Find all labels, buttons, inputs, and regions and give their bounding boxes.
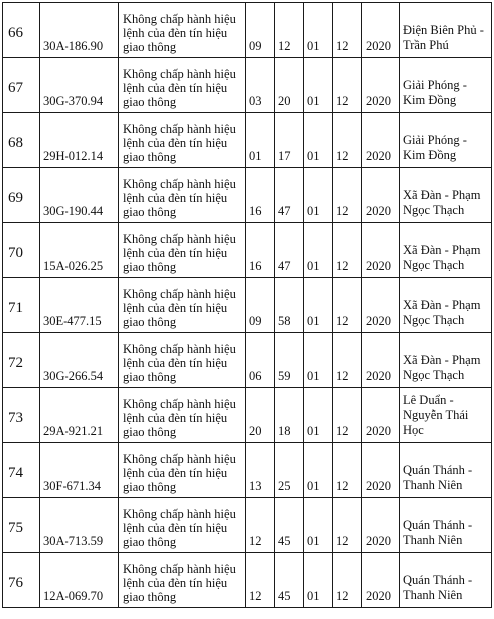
license-plate-cell [40,3,119,58]
location: Xã Đàn - Phạm Ngọc Thạch [403,298,481,327]
license-plate-cell [40,388,119,443]
date-month-cell [333,168,362,223]
row-number-cell [3,498,40,553]
location: Giải Phóng - Kim Đồng [403,133,467,162]
date-day-cell [304,58,333,113]
license-plate: 15A-026.25 [43,259,104,273]
time-minute-cell [275,223,304,278]
date-day-cell [304,333,333,388]
table-row [3,3,492,58]
time-hour: 13 [249,479,262,493]
date-day-cell [304,168,333,223]
location-cell [400,498,492,553]
violation-description-cell [119,3,246,58]
violation-description: Không chấp hành hiệu lệnh của đèn tín hiệu giao thông [123,122,236,164]
location-cell [400,278,492,333]
date-year-cell [362,223,400,278]
date-year: 2020 [366,204,391,218]
date-year-cell [362,58,400,113]
violation-description-cell [119,388,246,443]
row-number: 67 [8,80,23,96]
license-plate-cell [40,58,119,113]
row-number: 68 [8,135,23,151]
location-cell [400,223,492,278]
date-month: 12 [336,424,349,438]
table-row [3,443,492,498]
license-plate-cell [40,333,119,388]
row-number-cell [3,223,40,278]
date-month-cell [333,113,362,168]
license-plate-cell [40,443,119,498]
time-hour: 09 [249,314,262,328]
row-number-cell [3,553,40,608]
license-plate-cell [40,498,119,553]
date-day-cell [304,223,333,278]
time-hour-cell [246,58,275,113]
violation-description: Không chấp hành hiệu lệnh của đèn tín hiệu giao thông [123,452,236,494]
violation-description: Không chấp hành hiệu lệnh của đèn tín hiệu giao thông [123,397,236,439]
date-month-cell [333,553,362,608]
license-plate-cell [40,278,119,333]
date-day: 01 [307,149,320,163]
license-plate: 30G-190.44 [43,204,104,218]
date-year-cell [362,113,400,168]
time-hour-cell [246,498,275,553]
violation-description: Không chấp hành hiệu lệnh của đèn tín hiệu giao thông [123,507,236,549]
date-year: 2020 [366,259,391,273]
date-day: 01 [307,369,320,383]
row-number: 74 [8,465,23,481]
date-year-cell [362,3,400,58]
date-year: 2020 [366,534,391,548]
time-hour: 16 [249,204,262,218]
violation-description-cell [119,58,246,113]
location-cell [400,388,492,443]
date-year: 2020 [366,369,391,383]
violation-description-cell [119,553,246,608]
date-month: 12 [336,259,349,273]
table-row [3,553,492,608]
table-row [3,388,492,443]
date-day-cell [304,278,333,333]
date-month: 12 [336,39,349,53]
date-day-cell [304,498,333,553]
row-number: 71 [8,300,23,316]
row-number-cell [3,443,40,498]
row-number: 75 [8,520,23,536]
date-month-cell [333,388,362,443]
date-year: 2020 [366,424,391,438]
time-minute-cell [275,388,304,443]
time-hour: 03 [249,94,262,108]
time-hour-cell [246,168,275,223]
date-year-cell [362,388,400,443]
time-hour: 16 [249,259,262,273]
date-day: 01 [307,204,320,218]
date-day: 01 [307,94,320,108]
row-number-cell [3,388,40,443]
time-minute: 58 [278,314,291,328]
time-minute-cell [275,58,304,113]
date-year: 2020 [366,39,391,53]
location-cell [400,333,492,388]
date-month: 12 [336,534,349,548]
location: Xã Đàn - Phạm Ngọc Thạch [403,188,481,217]
date-month: 12 [336,94,349,108]
location-cell [400,3,492,58]
time-minute: 45 [278,589,291,603]
time-hour-cell [246,553,275,608]
license-plate: 30E-477.15 [43,314,102,328]
row-number: 73 [8,410,23,426]
violation-description: Không chấp hành hiệu lệnh của đèn tín hiệu giao thông [123,67,236,109]
time-hour-cell [246,333,275,388]
violation-table [2,2,492,608]
date-day: 01 [307,479,320,493]
date-month: 12 [336,589,349,603]
date-month: 12 [336,204,349,218]
date-day-cell [304,113,333,168]
date-day: 01 [307,534,320,548]
date-month: 12 [336,149,349,163]
location-cell [400,113,492,168]
date-day-cell [304,3,333,58]
date-day-cell [304,553,333,608]
table-row [3,58,492,113]
date-day: 01 [307,589,320,603]
location-cell [400,443,492,498]
row-number-cell [3,3,40,58]
time-hour: 06 [249,369,262,383]
license-plate: 30F-671.34 [43,479,101,493]
location-cell [400,553,492,608]
license-plate: 30A-186.90 [43,39,104,53]
date-year: 2020 [366,149,391,163]
time-minute: 18 [278,424,291,438]
violation-description-cell [119,443,246,498]
time-minute-cell [275,443,304,498]
time-hour-cell [246,278,275,333]
date-month-cell [333,3,362,58]
table-row [3,168,492,223]
location-cell [400,168,492,223]
license-plate-cell [40,223,119,278]
violation-description-cell [119,278,246,333]
date-month: 12 [336,314,349,328]
time-minute: 47 [278,204,291,218]
violation-description: Không chấp hành hiệu lệnh của đèn tín hiệu giao thông [123,177,236,219]
time-hour-cell [246,3,275,58]
date-year-cell [362,278,400,333]
date-year: 2020 [366,479,391,493]
date-day: 01 [307,314,320,328]
time-hour: 09 [249,39,262,53]
location: Giải Phóng - Kim Đồng [403,78,467,107]
date-year-cell [362,333,400,388]
row-number-cell [3,168,40,223]
location: Xã Đàn - Phạm Ngọc Thạch [403,243,481,272]
date-month-cell [333,498,362,553]
time-hour: 12 [249,534,262,548]
row-number: 72 [8,355,23,371]
license-plate-cell [40,168,119,223]
date-month-cell [333,223,362,278]
date-month: 12 [336,369,349,383]
violation-description: Không chấp hành hiệu lệnh của đèn tín hiệu giao thông [123,287,236,329]
violation-description: Không chấp hành hiệu lệnh của đèn tín hiệu giao thông [123,12,236,54]
license-plate-cell [40,553,119,608]
license-plate: 30G-266.54 [43,369,104,383]
time-hour: 12 [249,589,262,603]
time-hour: 01 [249,149,262,163]
row-number: 76 [8,575,23,591]
date-day: 01 [307,424,320,438]
license-plate-cell [40,113,119,168]
license-plate: 12A-069.70 [43,589,104,603]
time-minute-cell [275,333,304,388]
table-body [3,3,492,608]
time-minute-cell [275,278,304,333]
violation-description-cell [119,333,246,388]
table-row [3,223,492,278]
violation-description: Không chấp hành hiệu lệnh của đèn tín hiệu giao thông [123,562,236,604]
time-hour-cell [246,388,275,443]
table-row [3,113,492,168]
table-row [3,278,492,333]
time-minute-cell [275,3,304,58]
date-year-cell [362,443,400,498]
time-hour-cell [246,113,275,168]
row-number-cell [3,58,40,113]
time-minute-cell [275,168,304,223]
row-number-cell [3,278,40,333]
location: Quán Thánh - Thanh Niên [403,518,473,547]
license-plate: 30G-370.94 [43,94,104,108]
violation-description-cell [119,498,246,553]
date-day-cell [304,388,333,443]
location-cell [400,58,492,113]
date-year: 2020 [366,589,391,603]
license-plate: 29H-012.14 [43,149,104,163]
row-number: 66 [8,25,23,41]
time-minute: 45 [278,534,291,548]
time-minute-cell [275,113,304,168]
location: Quán Thánh - Thanh Niên [403,463,473,492]
time-hour: 20 [249,424,262,438]
violation-description: Không chấp hành hiệu lệnh của đèn tín hiệu giao thông [123,342,236,384]
date-month-cell [333,278,362,333]
violation-description: Không chấp hành hiệu lệnh của đèn tín hiệu giao thông [123,232,236,274]
time-minute: 12 [278,39,291,53]
date-year: 2020 [366,94,391,108]
row-number: 70 [8,245,23,261]
time-hour-cell [246,443,275,498]
time-minute: 25 [278,479,291,493]
row-number: 69 [8,190,23,206]
license-plate: 29A-921.21 [43,424,104,438]
time-minute: 47 [278,259,291,273]
date-month-cell [333,58,362,113]
date-month: 12 [336,479,349,493]
date-year-cell [362,553,400,608]
table-row [3,498,492,553]
location: Điện Biên Phủ - Trần Phú [403,23,484,52]
license-plate: 30A-713.59 [43,534,104,548]
location: Quán Thánh - Thanh Niên [403,573,473,602]
date-year-cell [362,168,400,223]
time-minute-cell [275,553,304,608]
date-day-cell [304,443,333,498]
time-hour-cell [246,223,275,278]
date-day: 01 [307,39,320,53]
date-day: 01 [307,259,320,273]
violation-description-cell [119,168,246,223]
time-minute: 20 [278,94,291,108]
location: Xã Đàn - Phạm Ngọc Thạch [403,353,481,382]
date-year-cell [362,498,400,553]
time-minute: 17 [278,149,291,163]
date-month-cell [333,443,362,498]
row-number-cell [3,333,40,388]
date-year: 2020 [366,314,391,328]
row-number-cell [3,113,40,168]
location: Lê Duẩn - Nguyễn Thái Học [403,393,469,437]
time-minute: 59 [278,369,291,383]
violation-description-cell [119,223,246,278]
date-month-cell [333,333,362,388]
time-minute-cell [275,498,304,553]
violation-description-cell [119,113,246,168]
table-row [3,333,492,388]
